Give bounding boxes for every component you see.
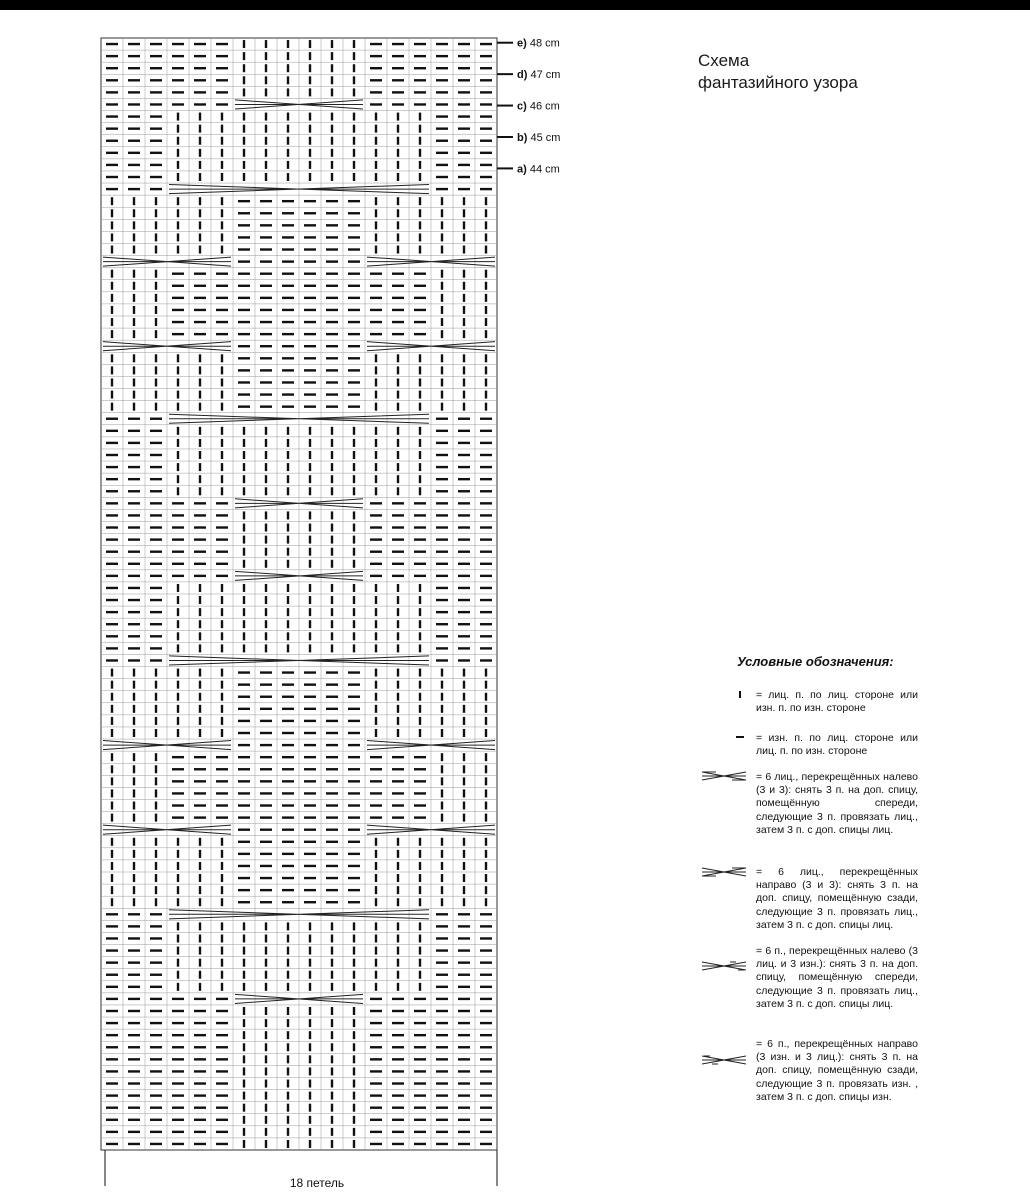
legend-item-cable-right-knit: = 6 лиц., перекрещённых направо (3 и 3): снять 3 п. на доп. спицу, помещённую сзади, следующие 3 п. провязать лиц., затем 3 п. с доп. спицы лиц. xyxy=(756,866,918,931)
legend-item-cable-left-knit: = 6 лиц., перекрещённых налево (3 и 3): снять 3 п. на доп. спицу, помещённую спереди, следующие 3 п. провязать лиц., затем 3 п. с доп. спицы лиц. xyxy=(756,771,918,836)
size-marker-value: 44 cm xyxy=(529,163,560,176)
size-marker-letter: d) xyxy=(517,69,531,82)
chart-title-line-1: Схема xyxy=(698,51,750,70)
size-marker-value: 46 cm xyxy=(529,100,560,113)
chart-title xyxy=(698,50,858,94)
size-marker-label xyxy=(517,69,560,81)
chart-title-line-2: фантазийного узора xyxy=(698,73,858,92)
legend-title: Условные обозначения: xyxy=(737,654,894,669)
legend-item-cable-right-mixed: = 6 п., перекрещённых направо (3 изн. и 3 лиц.): снять 3 п. на доп. спицу, помещённую сзади, следующие 3 п. провязать изн. , затем 3 п. с доп. спицы изн. xyxy=(756,1038,918,1103)
cable-left-knit-icon xyxy=(700,768,750,784)
legend-item-purl: = изн. п. по лиц. стороне или лиц. п. по изн. стороне xyxy=(756,732,918,758)
size-marker-value: 47 cm xyxy=(530,69,561,82)
cable-right-mixed-icon xyxy=(700,1052,750,1068)
size-marker-letter: b) xyxy=(517,131,531,144)
legend-purl-symbol-icon xyxy=(700,729,750,745)
size-marker-letter: e) xyxy=(517,37,530,50)
size-marker-letter: c) xyxy=(517,100,530,113)
size-marker-value: 45 cm xyxy=(530,131,561,144)
cable-left-mixed-icon xyxy=(700,958,750,974)
legend-item-cable-left-mixed: = 6 п., перекрещённых налево (3 лиц. и 3 изн.): снять 3 п. на доп. спицу, помещённую спереди, следующие 3 п. провязать лиц., затем 3 п. с доп. спицы лиц. xyxy=(756,945,918,1010)
cable-right-knit-icon xyxy=(700,864,750,880)
size-marker-label xyxy=(517,163,560,175)
size-marker-value: 48 cm xyxy=(529,37,560,50)
legend-item-knit: = лиц. п. по лиц. стороне или изн. п. по изн. стороне xyxy=(756,689,918,715)
width-label: 18 петель xyxy=(289,1176,345,1190)
size-marker-letter: a) xyxy=(517,163,530,176)
size-marker-label xyxy=(517,38,560,50)
legend-knit-symbol-icon xyxy=(700,686,750,702)
size-marker-label xyxy=(517,132,560,144)
size-marker-label xyxy=(517,101,560,113)
